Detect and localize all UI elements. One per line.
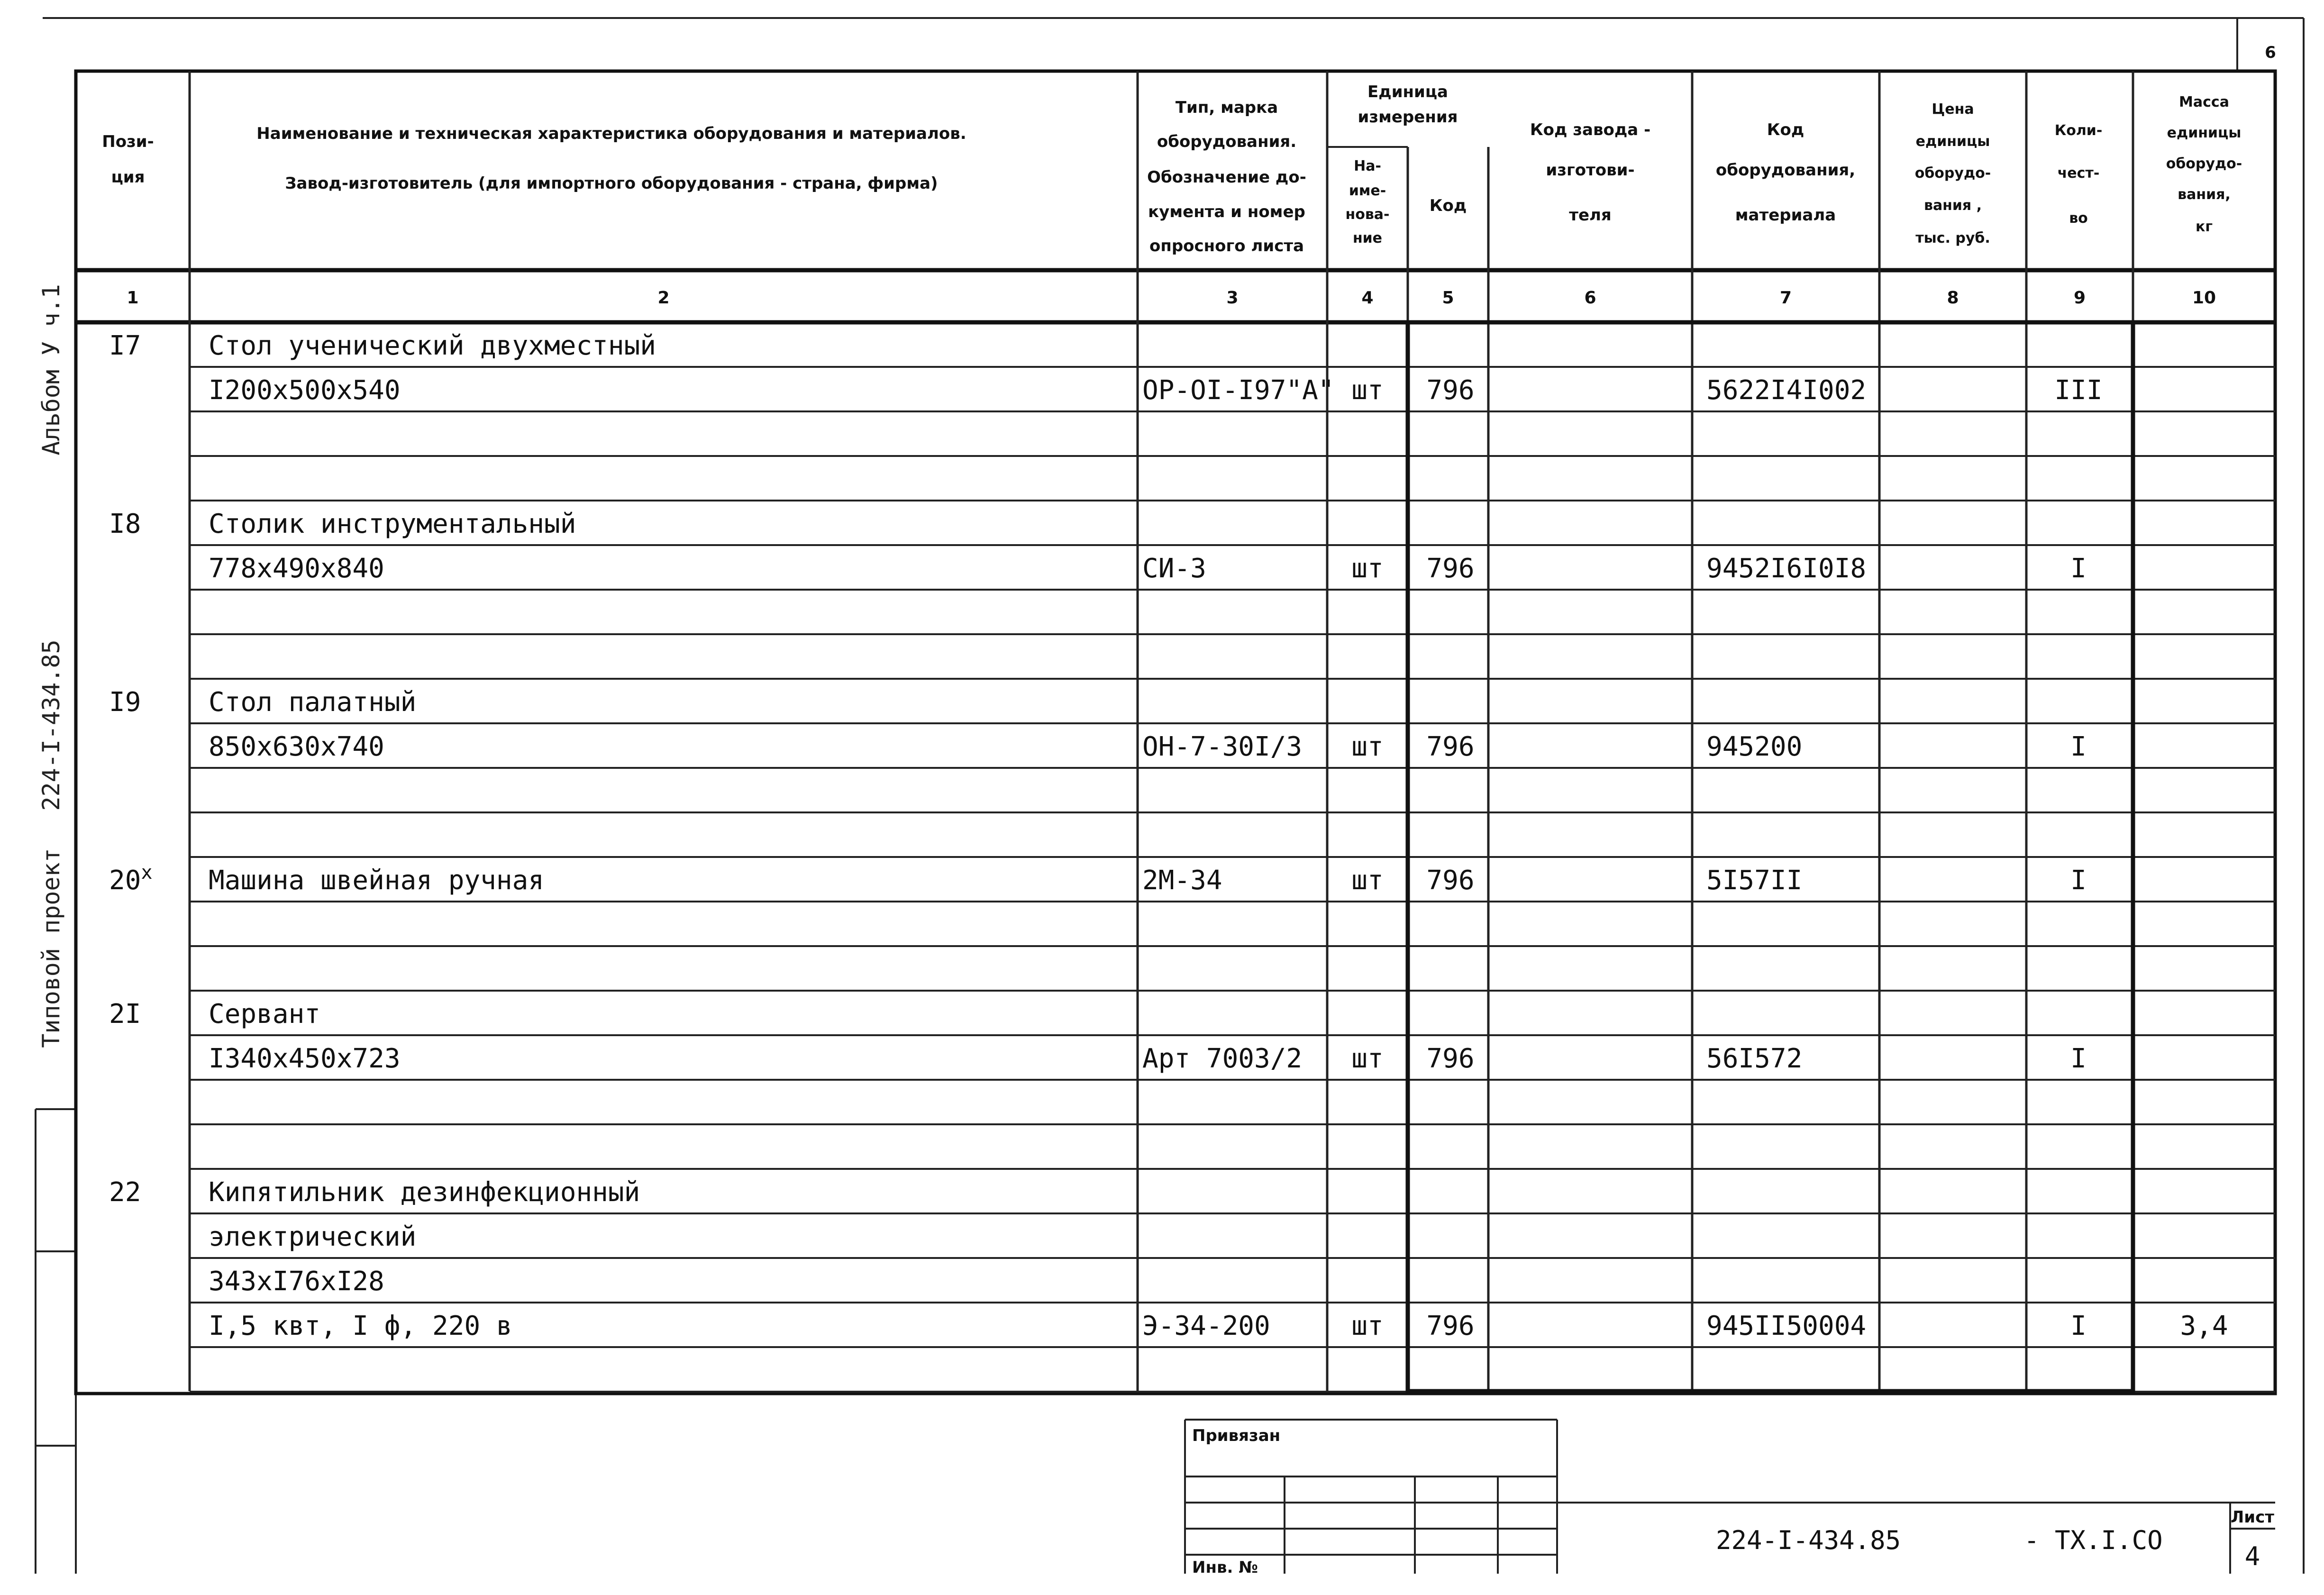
cell-eq-code: 9452I6I0I8 [1706, 553, 1867, 584]
hdr-col3-line5: опросного листа [1149, 237, 1304, 255]
cell-name: I,5 квт, I ф, 220 в [209, 1311, 512, 1341]
hdr-col2-line2: Завод-изготовитель (для импортного оборудования - страна, фирма) [285, 174, 938, 193]
cell-code: 796 [1426, 1311, 1475, 1341]
cell-pos: I7 [109, 330, 141, 361]
column-number-3: 3 [1226, 288, 1239, 308]
hdr-col3-line3: Обозначение до- [1147, 168, 1306, 187]
cell-code: 796 [1426, 731, 1475, 762]
cell-qty: I [2070, 553, 2087, 584]
cell-eq-code: 56I572 [1706, 1043, 1803, 1074]
side-label-project-type: Типовой проект [37, 848, 65, 1048]
side-label-album: Альбом У ч.1 [37, 284, 65, 456]
stamp-inv-no: Инв. № [1192, 1558, 1258, 1577]
cell-name: Стол ученический двухместный [209, 330, 656, 361]
hdr-col1-line2: ция [111, 168, 145, 187]
cell-qty: I [2070, 865, 2087, 896]
cell-name: I200x500x540 [209, 375, 401, 406]
cell-pos: 20$^x$ [109, 862, 153, 896]
hdr-col7-line3: материала [1735, 206, 1836, 225]
cell-name: Столик инструментальный [209, 509, 576, 539]
hdr-col3-line2: оборудования. [1157, 132, 1297, 151]
table-row [209, 1043, 2087, 1074]
cell-qty: III [2054, 375, 2103, 406]
column-number-2: 2 [657, 288, 670, 308]
cell-pos: I8 [109, 509, 141, 539]
table-row [209, 731, 2087, 762]
cell-name: Стол палатный [209, 687, 417, 718]
hdr-col5: Код [1429, 196, 1467, 215]
cell-name: Сервант [209, 999, 321, 1030]
hdr-col10-line2: единицы [2167, 125, 2242, 141]
cell-type: ОН-7-30I/3 [1142, 731, 1303, 762]
doc-code: 224-I-434.85 [1716, 1525, 1901, 1555]
page-number: 6 [2265, 43, 2276, 62]
column-number-8: 8 [1947, 288, 1959, 308]
sheet-label: Лист [2231, 1508, 2274, 1527]
hdr-col9-line3: во [2069, 210, 2088, 227]
column-number-10: 10 [2192, 288, 2216, 308]
hdr-col4-line3: нова- [1345, 206, 1390, 223]
cell-eq-code: 5I57II [1706, 865, 1803, 896]
hdr-col10-line5: кг [2195, 219, 2213, 235]
table-row [209, 375, 2103, 406]
cell-unit: шт [1351, 375, 1384, 406]
cell-code: 796 [1426, 375, 1475, 406]
cell-eq-code: 945II50004 [1706, 1311, 1867, 1341]
hdr-col6-line2: изготови- [1546, 161, 1635, 180]
cell-unit: шт [1351, 731, 1384, 762]
hdr-unit-line1: Единица [1367, 82, 1448, 101]
cell-name: Кипятильник дезинфекционный [209, 1177, 640, 1208]
table-row [109, 330, 656, 361]
cell-type: Э-34-200 [1142, 1311, 1270, 1341]
hdr-col10-line4: вания, [2178, 186, 2231, 203]
cell-name: электрический [209, 1221, 417, 1252]
cell-code: 796 [1426, 553, 1475, 584]
cell-pos: 2I [109, 999, 141, 1030]
side-label-project-number: 224-I-434.85 [37, 639, 65, 811]
hdr-col4-line1: На- [1354, 158, 1381, 174]
sheet-number: 4 [2244, 1541, 2260, 1571]
cell-pos: 22 [109, 1177, 141, 1208]
cell-code: 796 [1426, 865, 1475, 896]
hdr-col9-line2: чест- [2057, 165, 2100, 182]
column-number-row [127, 288, 2216, 308]
table-row [109, 687, 416, 718]
hdr-col7-line2: оборудования, [1715, 161, 1856, 180]
cell-unit: шт [1351, 1043, 1384, 1074]
cell-unit: шт [1351, 1311, 1384, 1341]
table-row [209, 1266, 384, 1297]
table-row [109, 862, 2087, 896]
cell-pos: I9 [109, 687, 141, 718]
table-row [209, 553, 2087, 584]
cell-eq-code: 5622I4I002 [1706, 375, 1867, 406]
cell-name: 850x630x740 [209, 731, 384, 762]
cell-name: 778x490x840 [209, 553, 384, 584]
table-row [109, 509, 576, 539]
cell-name: I340x450x723 [209, 1043, 401, 1074]
cell-qty: I [2070, 731, 2087, 762]
cell-unit: шт [1351, 865, 1384, 896]
hdr-col8-line2: единицы [1915, 133, 1990, 150]
cell-eq-code: 945200 [1706, 731, 1803, 762]
cell-type: 2М-34 [1142, 865, 1222, 896]
hdr-col7-line1: Код [1767, 120, 1805, 139]
hdr-col10-line3: оборудо- [2166, 155, 2242, 172]
table-row [209, 1221, 416, 1252]
cell-pos-superscript: x [141, 862, 153, 884]
cell-qty: I [2070, 1043, 2087, 1074]
table-row [109, 999, 320, 1030]
cell-mass: 3,4 [2180, 1311, 2228, 1341]
table-header [102, 82, 2242, 255]
hdr-col9-line1: Коли- [2054, 122, 2103, 139]
hdr-col3-line1: Тип, марка [1175, 98, 1278, 117]
hdr-col6-line3: теля [1569, 206, 1612, 225]
hdr-col1-line1: Пози- [102, 132, 154, 151]
column-number-6: 6 [1584, 288, 1596, 308]
column-number-5: 5 [1442, 288, 1454, 308]
hdr-col8-line1: Цена [1932, 101, 1974, 118]
cell-type: ОР-ОI-I97"А" [1142, 375, 1334, 406]
cell-code: 796 [1426, 1043, 1475, 1074]
title-block [1185, 1420, 2275, 1577]
cell-unit: шт [1351, 553, 1384, 584]
column-number-1: 1 [127, 288, 139, 308]
hdr-col8-line4: вания , [1923, 197, 1982, 214]
hdr-col3-line4: кумента и номер [1148, 202, 1305, 221]
stamp-privyazan: Привязан [1192, 1426, 1281, 1445]
hdr-col4-line4: ние [1352, 230, 1383, 246]
hdr-col2-line1: Наименование и техническая характеристика оборудования и материалов. [256, 124, 966, 143]
cell-qty: I [2070, 1311, 2087, 1341]
hdr-col4-line2: име- [1349, 182, 1386, 199]
hdr-col8-line3: оборудо- [1914, 165, 1991, 182]
column-number-9: 9 [2073, 288, 2086, 308]
cell-type: СИ-3 [1142, 553, 1206, 584]
column-number-4: 4 [1361, 288, 1374, 308]
hdr-col6-line1: Код завода - [1530, 120, 1651, 139]
column-number-7: 7 [1779, 288, 1792, 308]
table-body [109, 330, 2228, 1341]
cell-type: Арт 7003/2 [1142, 1043, 1303, 1074]
doc-code-suffix: - ТХ.I.СО [2024, 1525, 2163, 1555]
cell-name: 343xI76xI28 [209, 1266, 384, 1297]
hdr-col10-line1: Масса [2179, 94, 2229, 110]
hdr-col8-line5: тыс. руб. [1915, 230, 1990, 246]
cell-name: Машина швейная ручная [209, 865, 545, 896]
table-row [209, 1311, 2228, 1341]
hdr-unit-line2: измерения [1358, 108, 1458, 127]
